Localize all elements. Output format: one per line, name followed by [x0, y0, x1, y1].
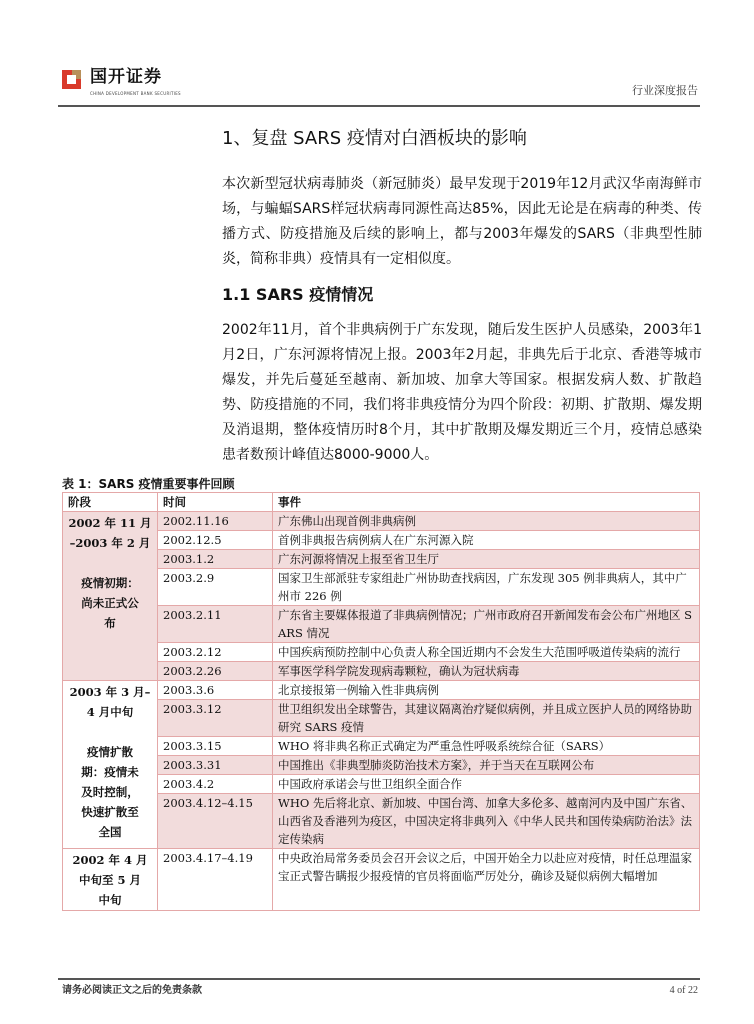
page-number: 4 of 22 — [669, 985, 698, 996]
table-row — [63, 849, 700, 911]
paragraph-sars: 2002年11月，首个非典病例于广东发现，随后发生医护人员感染，2003年1月2日，广东河源将情况上报。2003年2月起，非典先后于北京、香港等城市爆发，并先后蔓延至越南、新加坡、加拿大等国家。根据发病人数、扩散趋势、防疫措施的不同，我们将非典疫情分为四个阶段：初期、扩散期、爆发期及消退期，整体疫情历时8个月，其中扩散期及爆发期近三个月，疫情总感染患者数预计峰值达8000-9000人。 — [222, 322, 702, 463]
event-cell: 中国政府承诺会与世卫组织全面合作 — [273, 775, 700, 794]
table-caption: 表 1：SARS 疫情重要事件回顾 — [62, 477, 235, 491]
footer-divider — [58, 978, 700, 980]
stage-cell: 2002 年 11 月 –2003 年 2 月 疫情初期： 尚未正式公 布 — [63, 512, 158, 681]
report-type: 行业深度报告 — [632, 84, 698, 97]
date-cell: 2003.4.2 — [158, 775, 273, 794]
date-cell: 2003.2.9 — [158, 569, 273, 606]
table-row — [63, 794, 700, 849]
table-header-row — [63, 493, 700, 512]
date-cell: 2003.2.26 — [158, 662, 273, 681]
event-cell: 中国推出《非典型肺炎防治技术方案》，并于当天在互联网公布 — [273, 756, 700, 775]
date-cell: 2002.11.16 — [158, 512, 273, 531]
date-cell: 2003.1.2 — [158, 550, 273, 569]
table-row — [63, 681, 700, 700]
table-row — [63, 531, 700, 550]
table-row — [63, 700, 700, 737]
date-cell: 2003.3.12 — [158, 700, 273, 737]
brand-subtitle: CHINA DEVELOPMENT BANK SECURITIES — [90, 91, 181, 96]
col-header-stage: 阶段 — [63, 493, 158, 512]
date-cell: 2003.3.31 — [158, 756, 273, 775]
brand-logo-icon — [62, 70, 81, 89]
table-row — [63, 550, 700, 569]
subsection-title: 1.1 SARS 疫情情况 — [222, 285, 374, 304]
event-cell: 国家卫生部派驻专家组赴广州协助查找病因，广东发现 305 例非典病人，其中广州市 226 例 — [273, 569, 700, 606]
date-cell: 2003.2.12 — [158, 643, 273, 662]
event-cell: 北京接报第一例输入性非典病例 — [273, 681, 700, 700]
event-cell: 广东佛山出现首例非典病例 — [273, 512, 700, 531]
event-cell: WHO 将非典名称正式确定为严重急性呼吸系统综合征（SARS） — [273, 737, 700, 756]
header-divider — [58, 105, 700, 107]
date-cell: 2003.2.11 — [158, 606, 273, 643]
event-cell: 军事医学科学院发现病毒颗粒，确认为冠状病毒 — [273, 662, 700, 681]
date-cell: 2003.4.17–4.19 — [158, 849, 273, 911]
event-cell: 中央政治局常务委员会召开会议之后，中国开始全力以赴应对疫情，时任总理温家宝正式警告瞒报少报疫情的官员将面临严厉处分，确诊及疑似病例大幅增加 — [273, 849, 700, 911]
col-header-event: 事件 — [273, 493, 700, 512]
table-row — [63, 775, 700, 794]
section-title: 1、复盘 SARS 疫情对白酒板块的影响 — [222, 128, 527, 149]
content-flow — [0, 126, 754, 911]
event-cell: 世卫组织发出全球警告，其建议隔离治疗疑似病例，并且成立医护人员的网络协助研究 SARS 疫情 — [273, 700, 700, 737]
event-cell: 中国疾病预防控制中心负责人称全国近期内不会发生大范围呼吸道传染病的流行 — [273, 643, 700, 662]
table-row — [63, 756, 700, 775]
brand-name: 国开证券 — [90, 67, 162, 87]
table-row — [63, 737, 700, 756]
date-cell: 2003.3.15 — [158, 737, 273, 756]
table-row — [63, 606, 700, 643]
table-row — [63, 569, 700, 606]
col-header-date: 时间 — [158, 493, 273, 512]
date-cell: 2003.4.12–4.15 — [158, 794, 273, 849]
sars-events-table — [62, 492, 700, 911]
table-row — [63, 512, 700, 531]
table-row — [63, 643, 700, 662]
table-row — [63, 662, 700, 681]
event-cell: 广东河源将情况上报至省卫生厅 — [273, 550, 700, 569]
date-cell: 2002.12.5 — [158, 531, 273, 550]
paragraph-intro: 本次新型冠状病毒肺炎（新冠肺炎）最早发现于2019年12月武汉华南海鲜市场，与蝙蝠SARS样冠状病毒同源性高达85%，因此无论是在病毒的种类、传播方式、防疫措施及后续的影响上，都与2003年爆发的SARS（非典型性肺炎，简称非典）疫情具有一定相似度。 — [222, 176, 702, 267]
stage-cell: 2003 年 3 月– 4 月中旬 疫情扩散 期：疫情未 及时控制， 快速扩散至 全国 — [63, 681, 158, 849]
stage-cell: 2002 年 4 月 中旬至 5 月 中旬 — [63, 849, 158, 911]
date-cell: 2003.3.6 — [158, 681, 273, 700]
event-cell: WHO 先后将北京、新加坡、中国台湾、加拿大多伦多、越南河内及中国广东省、山西省及香港列为疫区，中国决定将非典列入《中华人民共和国传染病防治法》法定传染病 — [273, 794, 700, 849]
disclaimer-note: 请务必阅读正文之后的免责条款 — [62, 985, 202, 996]
event-cell: 广东省主要媒体报道了非典病例情况；广州市政府召开新闻发布会公布广州地区 SARS 情况 — [273, 606, 700, 643]
event-cell: 首例非典报告病例病人在广东河源入院 — [273, 531, 700, 550]
